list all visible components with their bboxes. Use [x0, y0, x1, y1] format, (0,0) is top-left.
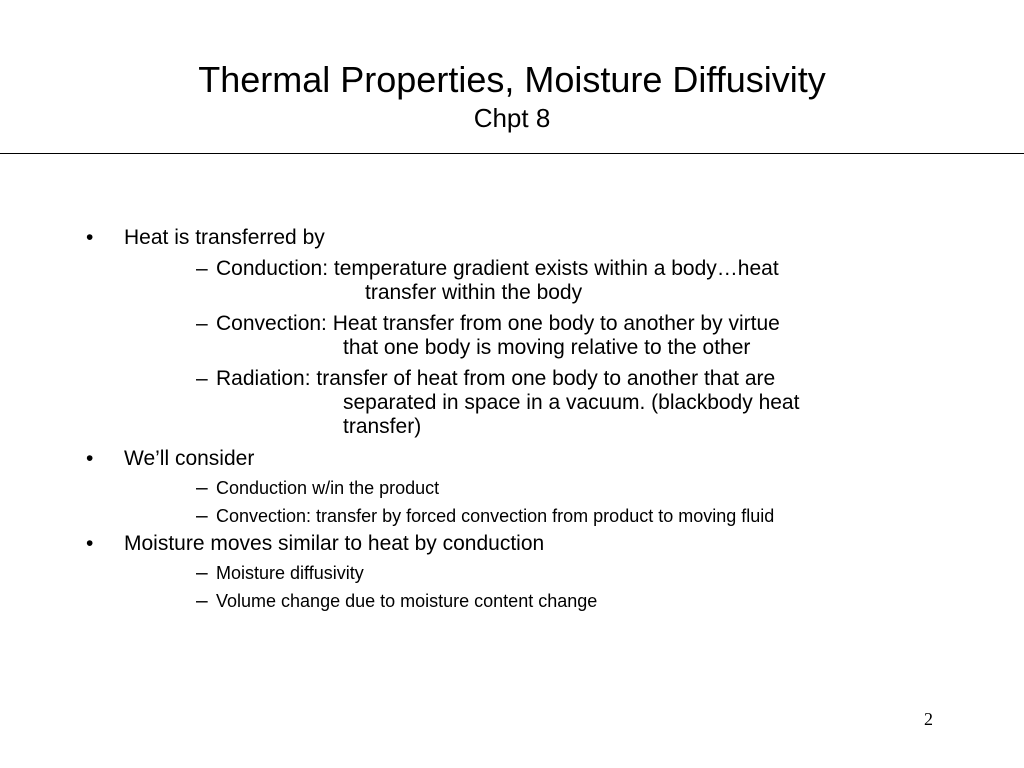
dash-marker: – — [196, 561, 208, 584]
sub-item-line: Moisture diffusivity — [216, 563, 364, 583]
dash-marker: – — [196, 257, 208, 280]
sub-item-line: that one body is moving relative to the other — [343, 336, 751, 359]
dash-marker: – — [196, 504, 208, 527]
bullet-marker: • — [86, 447, 94, 470]
sub-item-line: Convection: transfer by forced convection from product to moving fluid — [216, 506, 775, 526]
dash-marker: – — [196, 312, 208, 335]
sub-item-line: Conduction w/in the product — [216, 478, 440, 498]
sub-item-volume-change — [196, 589, 956, 613]
sub-item-line: Volume change due to moisture content change — [216, 591, 598, 611]
sub-item-line: Conduction: temperature gradient exists within a body…heat — [216, 257, 779, 280]
sub-item-convection — [196, 312, 936, 360]
dash-marker: – — [196, 367, 208, 390]
bullet-marker: • — [86, 226, 94, 249]
slide-title: Thermal Properties, Moisture Diffusivity — [198, 59, 826, 100]
dash-marker: – — [196, 476, 208, 499]
sub-item-moisture-diffusivity — [196, 561, 956, 585]
sub-item-line: Convection: Heat transfer from one body to another by virtue — [216, 312, 780, 335]
page-number: 2 — [924, 709, 933, 729]
bullet-text: Heat is transferred by — [124, 226, 325, 249]
bullet-marker: • — [86, 532, 94, 555]
sub-item-radiation — [196, 367, 936, 439]
bullet-text: Moisture moves similar to heat by conduction — [124, 532, 545, 555]
sub-item-line: transfer) — [343, 415, 422, 438]
sub-item-line: separated in space in a vacuum. (blackbody heat — [343, 391, 800, 414]
dash-marker: – — [196, 589, 208, 612]
sub-item-forced-convection — [196, 504, 956, 528]
sub-item-conduction-product — [196, 476, 956, 500]
sub-item-line: transfer within the body — [365, 281, 583, 304]
sub-item-line: Radiation: transfer of heat from one body to another that are — [216, 367, 776, 390]
slide-subtitle: Chpt 8 — [473, 103, 551, 133]
sub-item-conduction — [196, 257, 936, 305]
bullet-text: We’ll consider — [124, 447, 255, 470]
